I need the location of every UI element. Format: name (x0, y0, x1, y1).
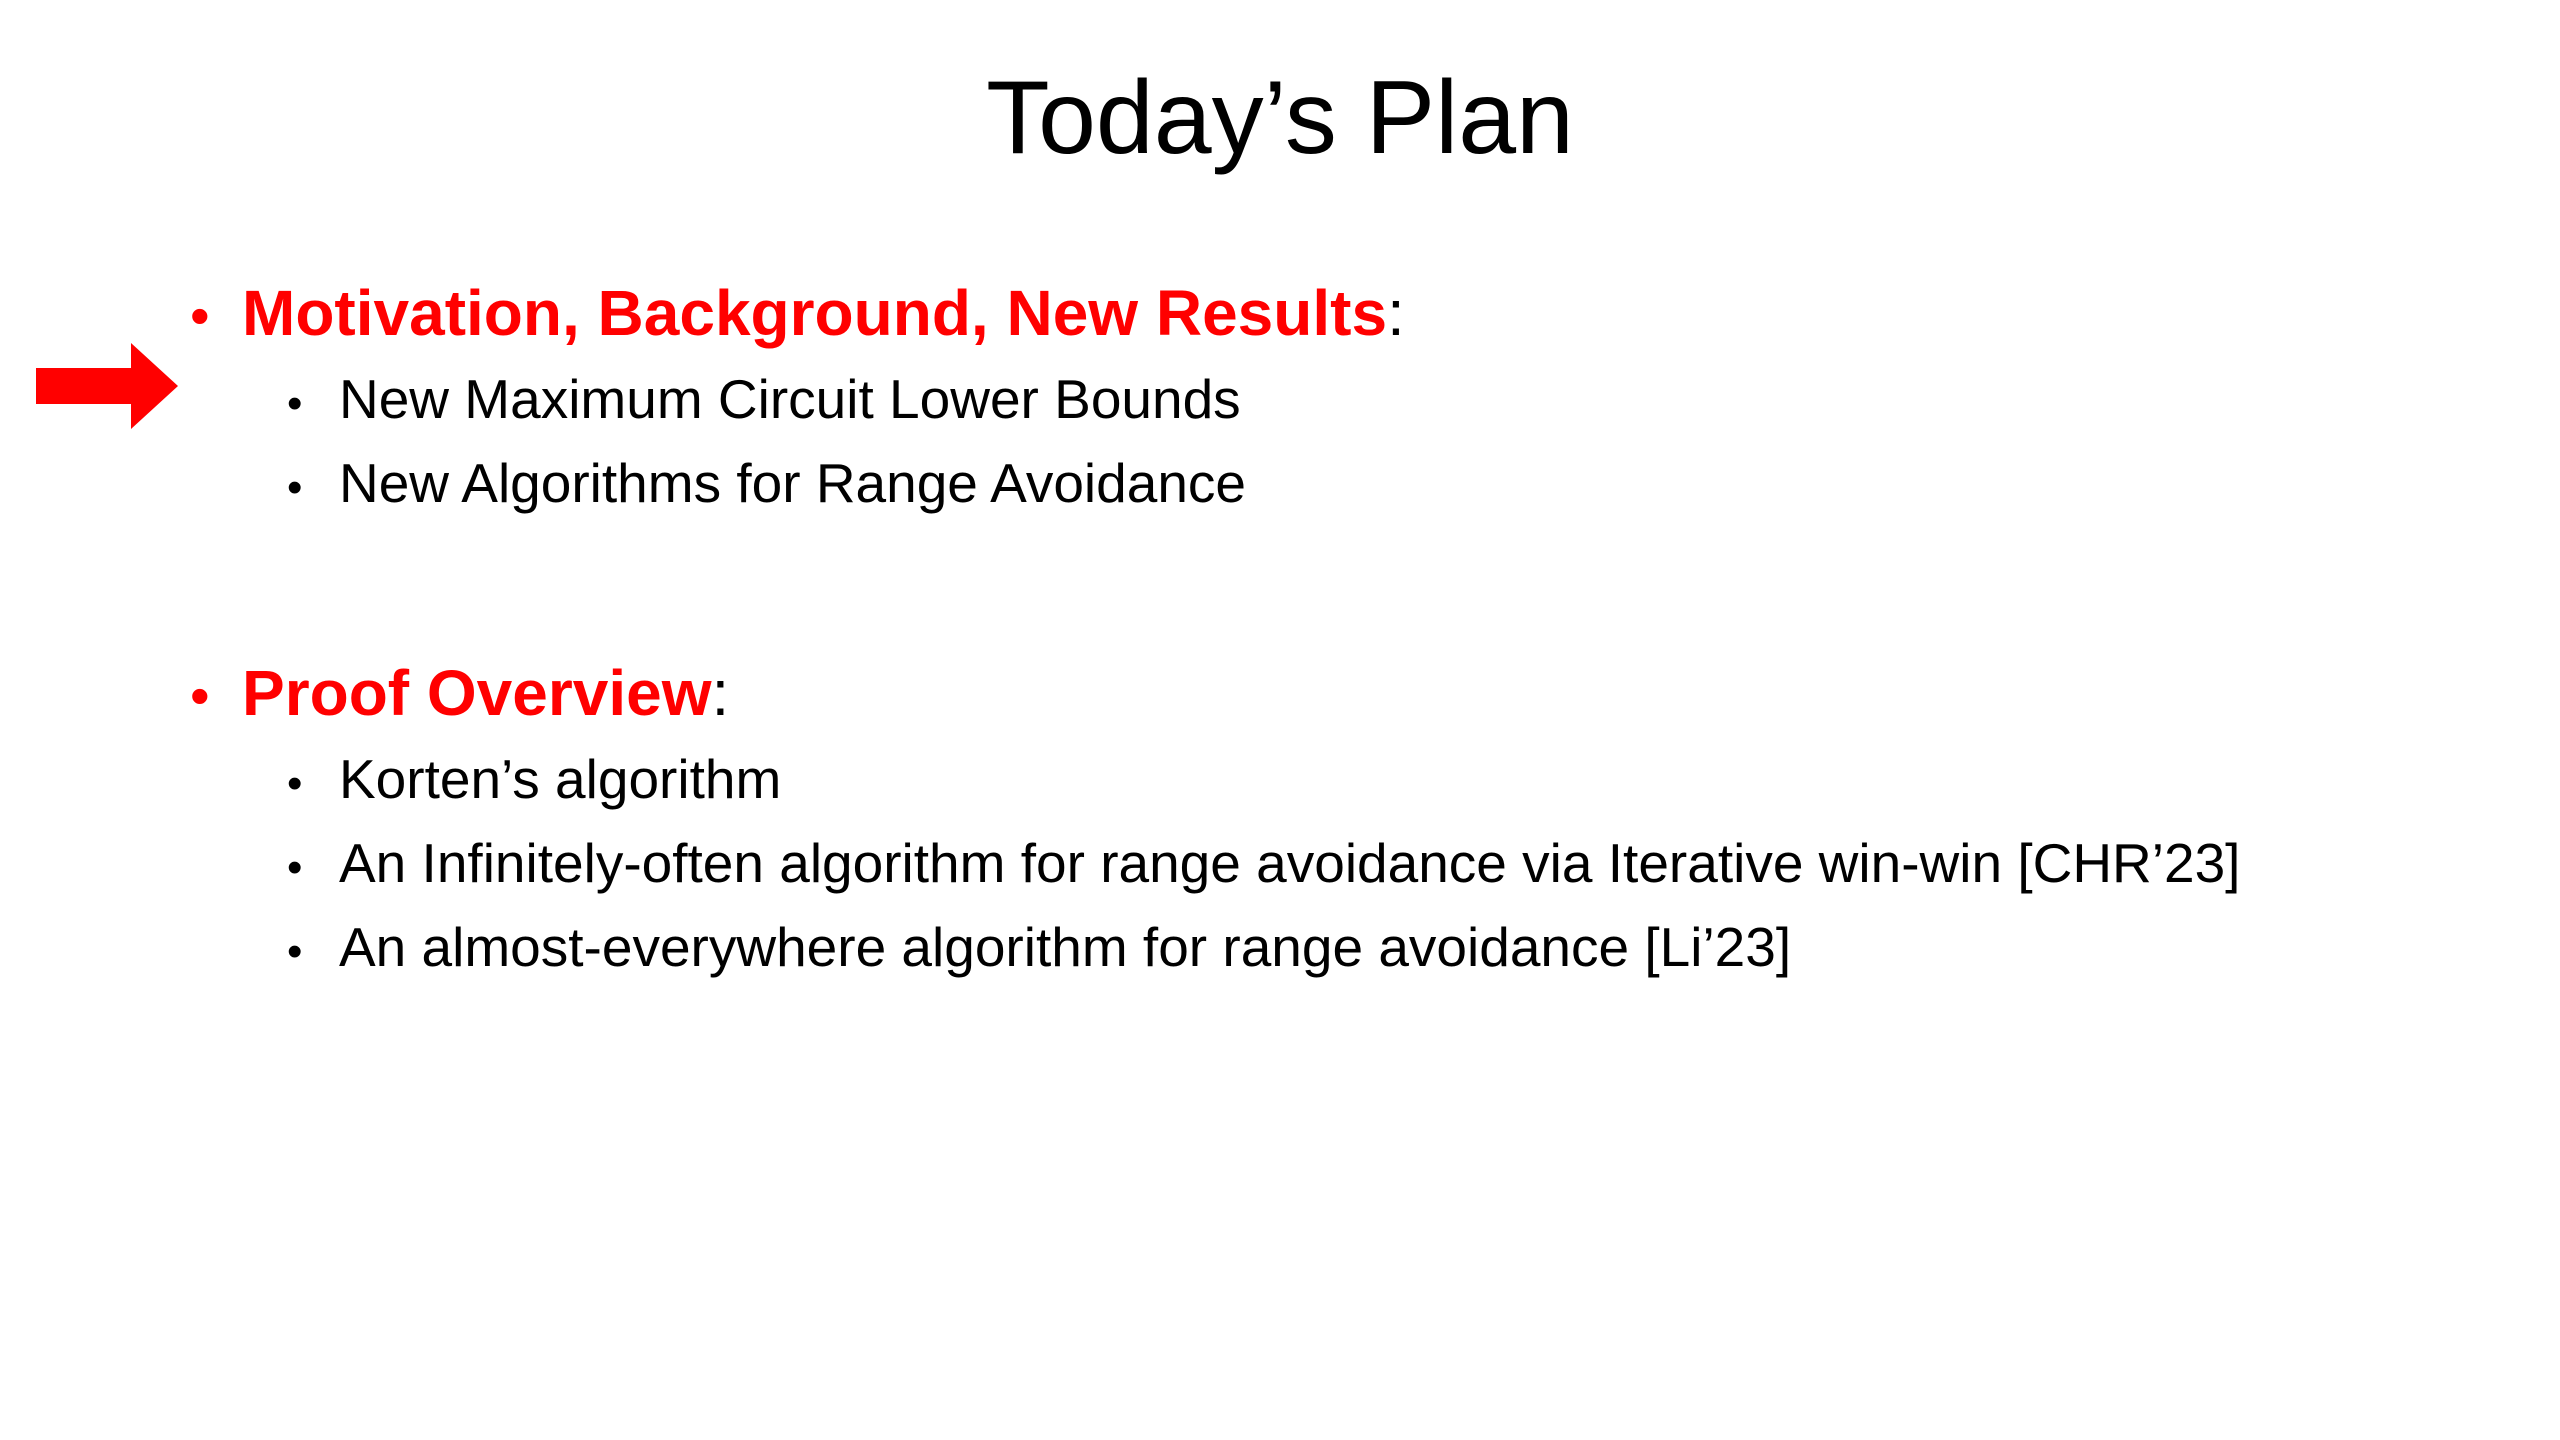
list-item-text: An almost-everywhere algorithm for range avoidance [Li’23] (339, 916, 1792, 978)
bullet-icon: • (287, 927, 303, 976)
section-motivation (190, 265, 1405, 525)
list-item (287, 905, 2240, 989)
list-item-text: New Maximum Circuit Lower Bounds (339, 368, 1241, 430)
slide-title: Today’s Plan (986, 60, 1574, 176)
section-heading-colon: : (711, 657, 730, 729)
bullet-icon: • (190, 284, 210, 347)
list-item (287, 737, 2240, 821)
right-arrow-icon (36, 343, 178, 429)
bullet-icon: • (287, 759, 303, 808)
list-item-text: Korten’s algorithm (339, 748, 782, 810)
section-heading-colon: : (1387, 277, 1405, 349)
bullet-icon: • (190, 664, 210, 727)
section-heading-text: Proof Overview (242, 657, 712, 729)
list-item (287, 357, 1405, 441)
list-item (287, 441, 1405, 525)
bullet-icon: • (287, 463, 303, 512)
section-proof-overview (190, 645, 2240, 989)
section-heading (190, 265, 1405, 361)
section-heading (190, 645, 2240, 741)
list-item-text: New Algorithms for Range Avoidance (339, 452, 1246, 514)
bullet-icon: • (287, 843, 303, 892)
list-item-text: An Infinitely-often algorithm for range avoidance via Iterative win-win [CHR’23] (339, 832, 2241, 894)
section-heading-text: Motivation, Background, New Results (242, 277, 1388, 349)
bullet-icon: • (287, 379, 303, 428)
list-item (287, 821, 2240, 905)
sub-bullet-list (287, 357, 1405, 525)
sub-bullet-list (287, 737, 2240, 989)
